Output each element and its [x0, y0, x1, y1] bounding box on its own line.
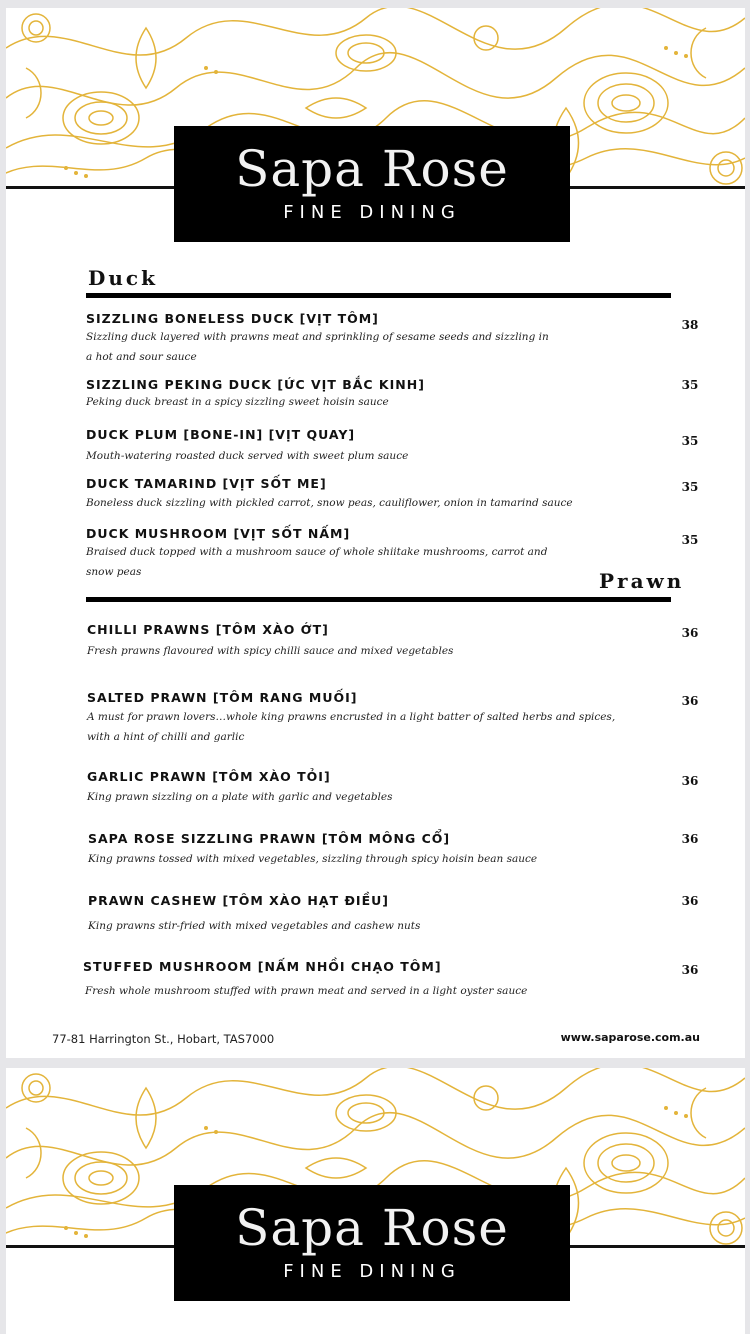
item-description: Mouth-watering roasted duck served with sweet plum sauce [86, 450, 409, 462]
item-price: 35 [681, 480, 699, 494]
section-divider-prawn [86, 597, 671, 602]
item-name: STUFFED MUSHROOM [NẤM NHỒI CHẠO TÔM] [83, 959, 442, 974]
item-name: SAPA ROSE SIZZLING PRAWN [TÔM MÔNG CỔ] [88, 831, 451, 846]
item-price: 36 [681, 894, 699, 908]
item-description: Fresh prawns flavoured with spicy chilli sauce and mixed vegetables [87, 645, 454, 657]
item-price: 35 [681, 434, 699, 448]
footer-website-link[interactable]: www.saparose.com.au [560, 1031, 700, 1044]
item-name: PRAWN CASHEW [TÔM XÀO HẠT ĐIỀU] [88, 893, 389, 908]
section-divider-duck [86, 293, 671, 298]
section-title-prawn: Prawn [599, 569, 685, 593]
item-description: King prawns tossed with mixed vegetables, sizzling through spicy hoisin bean sauce [88, 853, 538, 865]
item-description: King prawn sizzling on a plate with garlic and vegetables [87, 791, 393, 803]
item-price: 35 [681, 533, 699, 547]
item-description: Sizzling duck layered with prawns meat and sprinkling of sesame seeds and sizzling in a hot and sour sauce [86, 331, 549, 363]
item-name: GARLIC PRAWN [TÔM XÀO TỎI] [87, 769, 331, 784]
item-price: 36 [681, 626, 699, 640]
footer-address: 77-81 Harrington St., Hobart, TAS7000 [52, 1032, 275, 1046]
item-name: DUCK TAMARIND [VỊT SỐT ME] [86, 476, 327, 491]
item-name: SIZZLING BONELESS DUCK [VỊT TÔM] [86, 311, 379, 326]
item-price: 35 [681, 378, 699, 392]
menu-page [6, 8, 745, 1058]
item-name: CHILLI PRAWNS [TÔM XÀO ỚT] [87, 622, 329, 637]
brand-name: Sapa Rose [235, 1199, 509, 1257]
menu-page-next [6, 1068, 745, 1334]
brand-block [174, 126, 570, 242]
item-description: Peking duck breast in a spicy sizzling sweet hoisin sauce [86, 396, 389, 408]
item-description: Boneless duck sizzling with pickled carrot, snow peas, cauliflower, onion in tamarind sauce [86, 497, 573, 509]
brand-tagline: FINE DINING [283, 1261, 461, 1282]
brand-name: Sapa Rose [235, 140, 509, 198]
item-description: King prawns stir-fried with mixed vegetables and cashew nuts [88, 920, 421, 932]
item-price: 36 [681, 963, 699, 977]
item-name: DUCK PLUM [BONE-IN] [VỊT QUAY] [86, 427, 356, 442]
item-description: Fresh whole mushroom stuffed with prawn meat and served in a light oyster sauce [85, 985, 528, 997]
item-name: SIZZLING PEKING DUCK [ỨC VỊT BẮC KINH] [86, 377, 425, 392]
brand-block [174, 1185, 570, 1301]
section-title-duck: Duck [88, 266, 158, 290]
item-description: Braised duck topped with a mushroom sauce of whole shiitake mushrooms, carrot and snow peas [86, 546, 548, 578]
item-price: 38 [681, 318, 699, 332]
brand-tagline: FINE DINING [283, 202, 461, 223]
item-name: DUCK MUSHROOM [VỊT SỐT NẤM] [86, 526, 351, 541]
item-price: 36 [681, 832, 699, 846]
item-description: A must for prawn lovers…whole king prawns encrusted in a light batter of salted herbs and spices, with a hint of chilli and garlic [87, 711, 616, 743]
item-price: 36 [681, 694, 699, 708]
item-name: SALTED PRAWN [TÔM RANG MUỐI] [87, 690, 358, 705]
item-price: 36 [681, 774, 699, 788]
